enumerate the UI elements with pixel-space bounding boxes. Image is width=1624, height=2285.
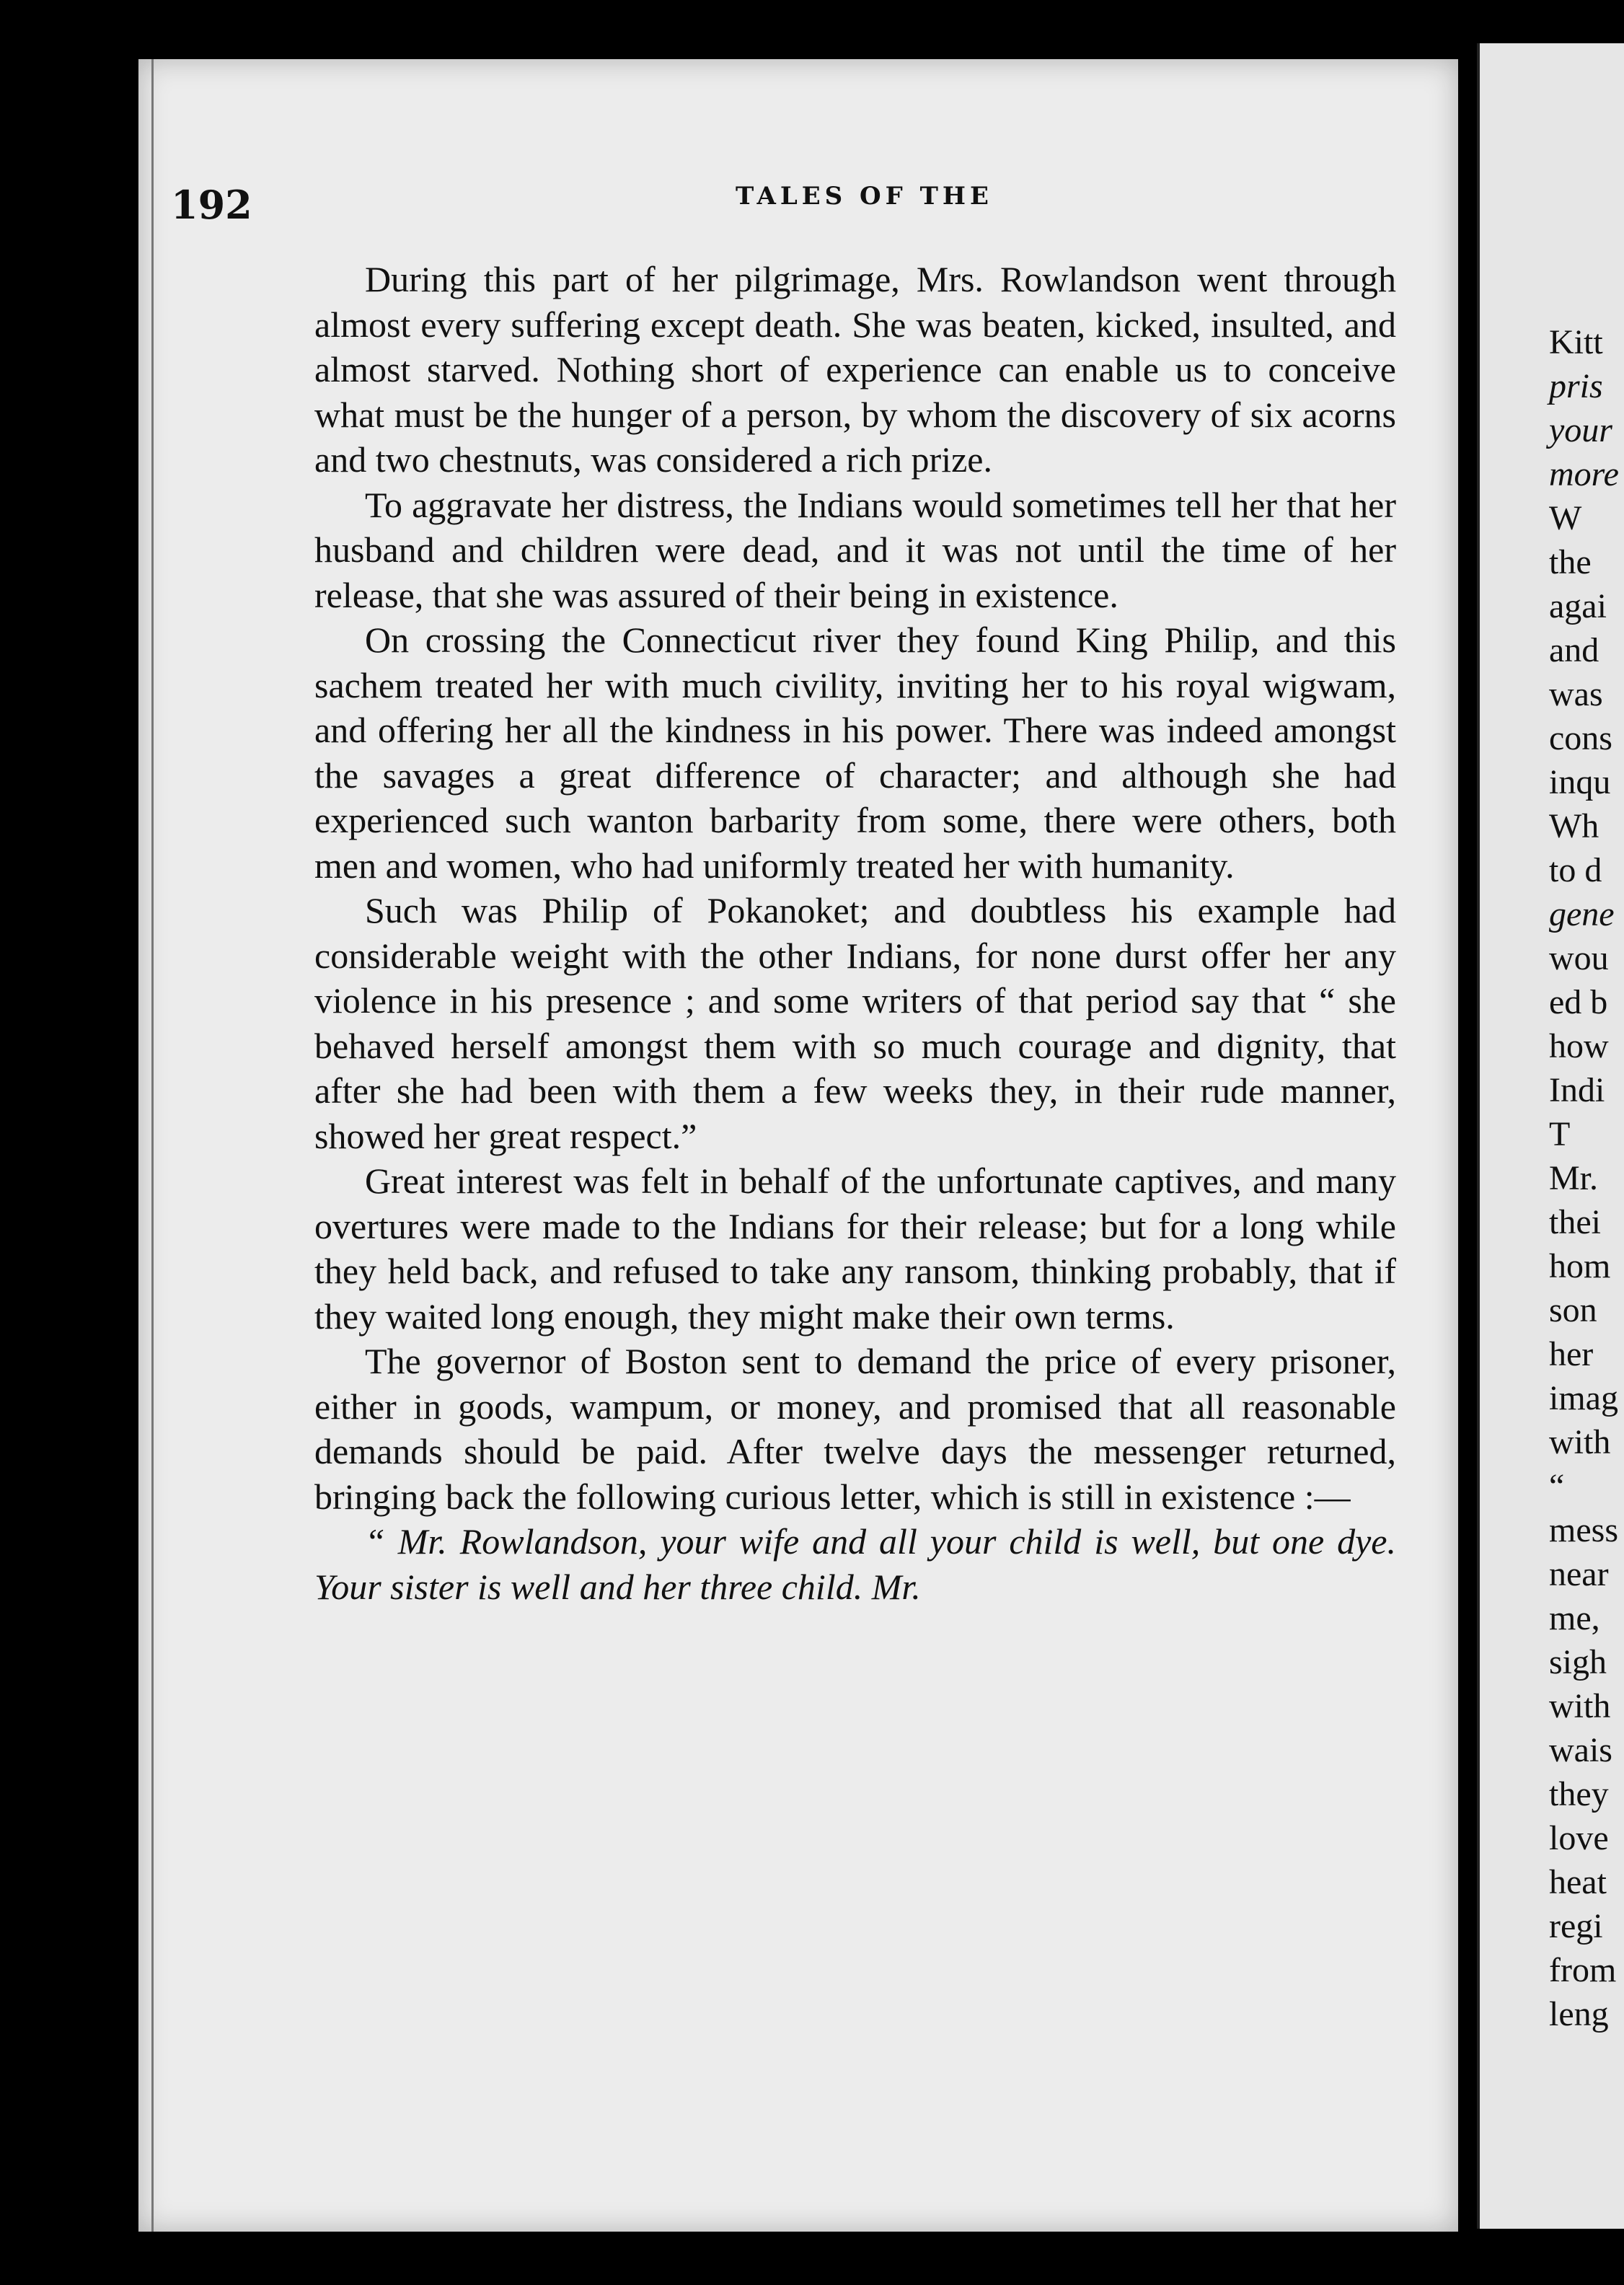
right-page-line: to d [1549,851,1602,889]
right-page-line: pris [1549,367,1603,405]
right-page-line: wou [1549,939,1609,977]
right-page-line: they [1549,1775,1609,1813]
right-page-line: gene [1549,895,1615,933]
right-page-line: your [1549,411,1612,449]
right-page-line: hom [1549,1247,1611,1285]
right-page-line: son [1549,1291,1597,1329]
right-page-line: cons [1549,719,1612,757]
paragraph: Great interest was felt in behalf of the unfortunate captives, and many overtures were made to the Indians for their release; but for a long while they held back, and refused to take any ransom, thinking probably, that if they waited long enough, they might make their own terms. [314,1161,1396,1337]
right-page-line: Mr. [1549,1159,1599,1197]
right-page-line: mess [1549,1511,1618,1549]
right-page-line: me, [1549,1599,1600,1637]
right-page-line: agai [1549,587,1607,625]
running-head: TALES OF THE [736,182,993,211]
paragraph: During this part of her pilgrimage, Mrs. Rowlandson went through almost every suffering except death. She was beaten, kicked, insulted, and almost starved. Nothing short of experience can enable us to conceive what must be the hunger of a person, by whom the discovery of six acorns and two chestnuts, was considered a rich prize. [314,259,1396,480]
page-number: 192 [171,182,252,228]
paragraph: On crossing the Connecticut river they found King Philip, and this sachem treated her with much civility, inviting her to his royal wigwam, and offering her all the kindness in his power. There was indeed amongst the savages a great difference of character; and although she had experienced such wanton barbarity from some, there were others, both men and women, who had uniformly treated her with humanity. [314,620,1396,886]
right-page-line: ed b [1549,983,1608,1021]
page-gutter-line [151,59,154,2232]
page-divider [1477,43,1480,2229]
right-page-line: thei [1549,1203,1601,1241]
right-page-line: from [1549,1951,1617,1989]
right-page-line: was [1549,675,1603,713]
right-page-line: near [1549,1555,1609,1593]
paragraph: To aggravate her distress, the Indians would sometimes tell her that her husband and children were dead, and it was not until the time of her release, that she was assured of their being in existence. [314,484,1396,615]
right-page-text [1549,320,1619,2036]
right-page-line: “ [1549,1467,1565,1505]
right-page-line: inqu [1549,763,1611,801]
right-page-line: heat [1549,1863,1607,1901]
right-page-line: the [1549,543,1592,581]
right-page-line: Kitt [1549,323,1603,361]
right-page-line: imag [1549,1379,1618,1417]
right-page-line: and [1549,631,1599,669]
right-page-line: how [1549,1027,1609,1065]
right-page-line: with [1549,1687,1611,1725]
right-page-line: Wh [1549,807,1599,845]
right-page-line: her [1549,1335,1594,1373]
right-page-line: Indi [1549,1071,1605,1109]
paragraph: The governor of Boston sent to demand the price of every prisoner, either in goods, wampum, or money, and promised that all reasonable demands should be paid. After twelve days the messenger returned, bringing back the following curious letter, which is still in existence :— [314,1341,1396,1517]
right-page-line: leng [1549,1995,1609,2033]
right-page-line: more [1549,455,1619,493]
right-page-line: T [1549,1115,1571,1153]
letter-quote: “ Mr. Rowlandson, your wife and all your child is well, but one dye. Your sister is well and her three child. Mr. [314,1521,1396,1607]
paragraph: Such was Philip of Pokanoket; and doubtless his example had considerable weight with the other Indians, for none durst offer her any violence in his presence ; and some writers of that period say that “ she behaved herself amongst them with so much courage and dignity, that after she had been with them a few weeks they, in their rude manner, showed her great respect.” [314,890,1396,1156]
body-text [314,257,1396,1609]
right-page-line: with [1549,1423,1611,1461]
right-page-line: sigh [1549,1643,1607,1681]
right-page-line: love [1549,1819,1609,1857]
right-page-line: wais [1549,1731,1612,1769]
right-page-line: regi [1549,1907,1603,1945]
right-page-line: W [1549,499,1582,537]
